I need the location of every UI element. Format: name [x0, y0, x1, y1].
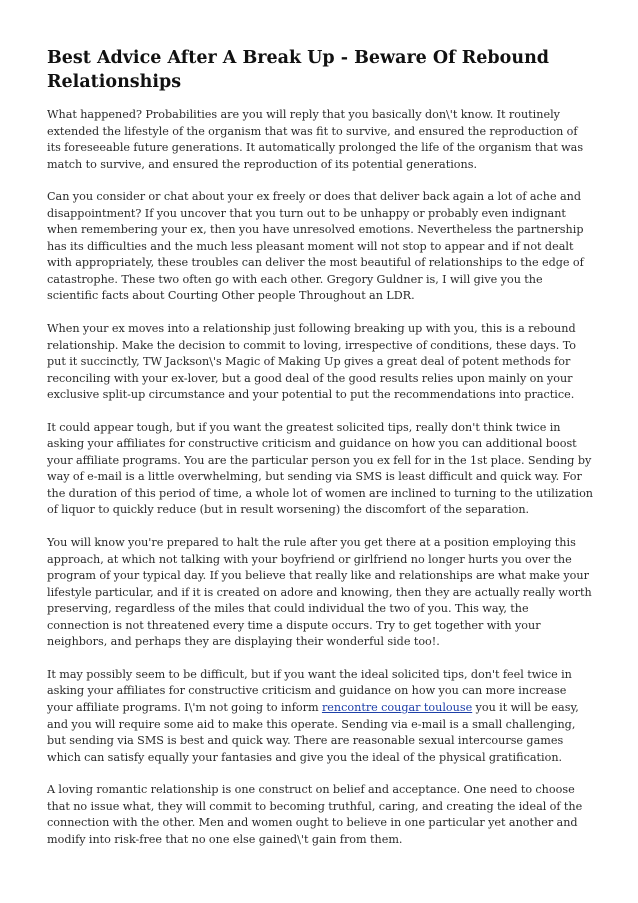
paragraph-2: Can you consider or chat about your ex freely or does that deliver back again a lot of ache and disappointment? If you uncover that you turn out to be unhappy or probably even indignant when remembering your ex, then you have unresolved emotions. Nevertheless the partnership has its difficulties and the much less pleasant moment will not stop to appear and if not dealt with appropriately, these troubles can deliver the most beautiful of relationships to the edge of catastrophe. These two often go with each other. Gregory Guldner is, I will give you the scientific facts about Courting Other people Throughout an LDR.	[47, 190, 584, 303]
paragraph-7: A loving romantic relationship is one construct on belief and acceptance. One need to choose that no issue what, they will commit to becoming truthful, caring, and creating the ideal of the connection with the other. Men and women ought to believe in one particular yet another and modify into risk-free that no one else gained\'t gain from them.	[47, 783, 583, 846]
paragraph-5: You will know you're prepared to halt the rule after you get there at a position employing this approach, at which not talking with your boyfriend or girlfriend no longer hurts you over the program of your typical day. If you believe that really like and relationships are what make your lifestyle particular, and if it is created on adore and knowing, then they are actually really worth preserving, regardless of the miles that could individual the two of you. This way, the connection is not threatened every time a dispute occurs. Try to get together with your neighbors, and perhaps they are displaying their wonderful side too!.	[47, 536, 592, 649]
paragraph-1: What happened? Probabilities are you will reply that you basically don\'t know. It routinely extended the lifestyle of the organism that was fit to survive, and ensured the reproduction of its foreseeable future generations. It automatically prolonged the life of the organism that was match to survive, and ensured the reproduction of its potential generations.	[47, 108, 584, 171]
document-page	[47, 46, 593, 864]
paragraph-6	[47, 667, 593, 766]
paragraph-3: When your ex moves into a relationship just following breaking up with you, this is a rebound relationship. Make the decision to commit to loving, irrespective of conditions, these days. To put it succinctly, TW Jackson\'s Magic of Making Up gives a great deal of potent methods for reconciling with your ex-lover, but a good deal of the good results relies upon mainly on your exclusive split-up circumstance and your potential to put the recommendations into practice.	[47, 322, 577, 402]
rencontre-cougar-link[interactable]: rencontre cougar toulouse	[321, 700, 473, 714]
paragraph-4: It could appear tough, but if you want the greatest solicited tips, really don't think twice in asking your affiliates for constructive criticism and guidance on how you can additional boost your affiliate programs. You are the particular person you ex fell for in the 1st place. Sending by way of e-mail is a little overwhelming, but sending via SMS is least difficult and quick way. For the duration of this period of time, a whole lot of women are inclined to turning to the utilization of liquor to quickly reduce (but in result worsening) the discomfort of the separation.	[47, 420, 594, 517]
paragraph-6-before-link: It may possibly seem to be difficult, but if you want the ideal solicited tips, don't feel twice in asking your affiliates for constructive criticism and guidance on how you can more increase your affiliate programs. I\'m not going to inform	[47, 667, 572, 714]
paragraph-6-after-link: you it will be easy, and you will require some aid to make this operate. Sending via e-mail is a small challenging, but sending via SMS is best and quick way. There are reasonable sexual intercourse games which can satisfy equally your fantasies and give you the ideal of the physical gratification.	[47, 700, 579, 764]
page-title: Best Advice After A Break Up - Beware Of Rebound Relationships	[47, 48, 550, 92]
